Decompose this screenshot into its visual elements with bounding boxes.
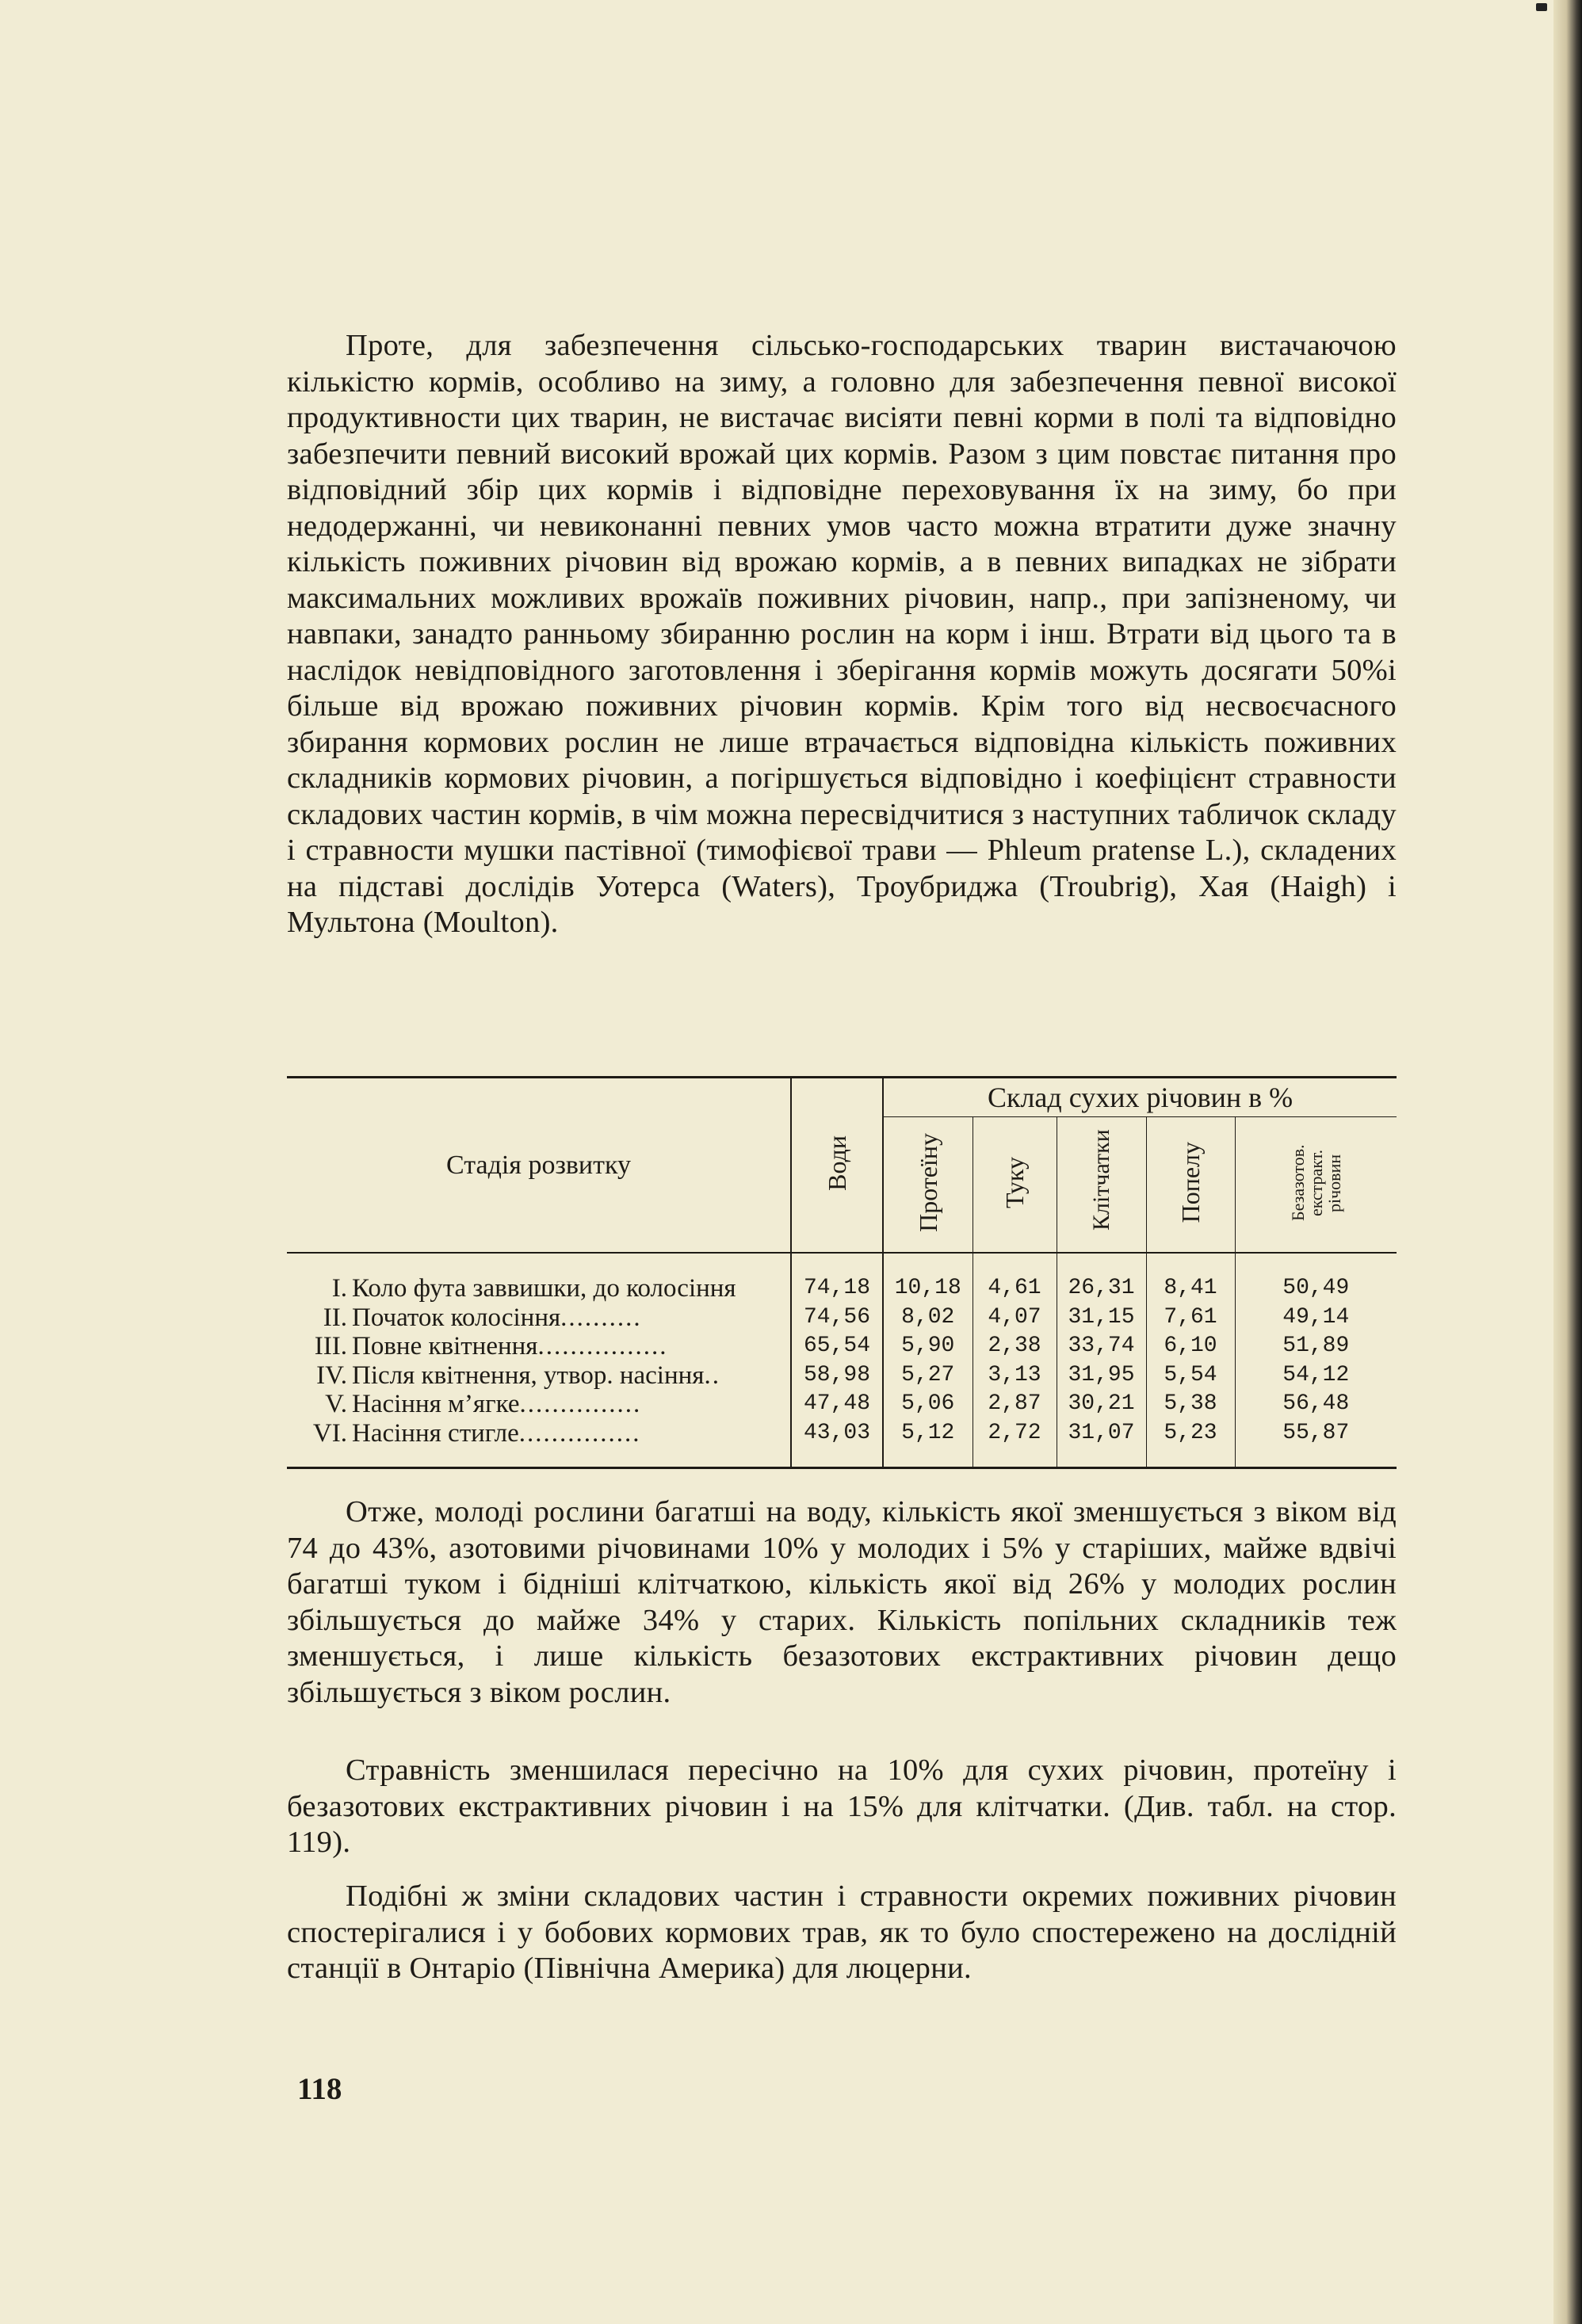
fat-value: 2,72 <box>973 1419 1057 1448</box>
protein-value: 5,12 <box>883 1419 973 1448</box>
nfe-value: 56,48 <box>1235 1390 1397 1419</box>
stage-cell <box>287 1419 791 1448</box>
stage-cell <box>287 1390 791 1419</box>
ash-value: 5,54 <box>1146 1361 1235 1391</box>
stage-label: Коло фута заввишки, до колосіння <box>352 1274 736 1303</box>
scan-corner-mark <box>1536 3 1547 11</box>
stage-label: Насіння м’ягке <box>352 1390 520 1419</box>
table-row <box>287 1332 1397 1361</box>
nitrogen-free-extract-column-header: Безазотов. екстракт. річовин <box>1235 1117 1397 1254</box>
table-body <box>287 1253 1397 1468</box>
stage-numeral: IV. <box>316 1360 347 1390</box>
stage-cell <box>287 1274 791 1303</box>
composition-table <box>287 1076 1397 1469</box>
fat-value: 4,07 <box>973 1303 1057 1333</box>
paragraph-intro: Проте, для забезпечення сільсько-господарських тварин вистачаючою кількістю кормів, особливо на зиму, а головно для забезпечення певної високої продуктивности цих тварин, не вистачає висіяти певні корми в полі та відповідно забезпечити певний високий врожай цих кормів. Разом з цим повстає питання про відповідний збір цих кормів і відповідне переховування їх на зиму, бо при недодержанні, чи невиконанні певних умов часто можна втратити дуже значну кількість поживних річовин від врожаю кормів, а в певних випадках не зібрати максимальних можливих врожаїв поживних річовин, напр., при запізненому, чи навпаки, занадто ранньому збиранню рослин на корм і інш. Втрати від цього та в наслідок невідповідного заготовлення і зберігання кормів можуть досягати 50%і більше від врожаю поживних річовин кормів. Крім того від несвоєчасного збирання кормових рослин не лише втрачається відповідна кількість поживних складників кормових річовин, а погіршується відповідно і коефіцієнт стравности складових частин кормів, в чім можна пересвідчитися з наступних табличок складу і стравности мушки пастівної (тимофієвої трави — Phleum pratense L.), складених на підставі дослідів Уотерса (Waters), Троубриджа (Troubrig), Хая (Haigh) і Мультона (Moulton). <box>287 329 1397 939</box>
paragraph-4: Подібні ж зміни складових частин і стравности окремих поживних річовин спостерігалися і у бобових кормових трав, як то було спостережено на дослідній станції в Онтаріо (Північна Америка) для люцерни. <box>287 1879 1397 1985</box>
ash-column-header: Попелу <box>1146 1117 1235 1254</box>
stage-numeral: II. <box>323 1303 347 1332</box>
fat-column-header: Туку <box>973 1117 1057 1254</box>
protein-value: 8,02 <box>883 1303 973 1333</box>
paragraph-2: Отже, молоді рослини багатші на воду, кількість якої зменшується з віком від 74 до 43%, азотовими річовинами 10% у молодих і 5% у старіших, майже вдвічі багатші туком і бідніші клітчаткою, кількість якої від 26% у молодих рослин збільшується до майже 34% у старих. Кількість попільних складників теж зменшується, і лише кількість безазотових екстрактивних річовин дещо збільшується з віком рослин. <box>287 1495 1397 1709</box>
stage-numeral: I. <box>331 1274 347 1303</box>
dot-leader: ............... <box>518 1418 641 1448</box>
stage-label: Повне квітнення <box>352 1332 538 1361</box>
water-value: 47,48 <box>791 1390 883 1419</box>
nfe-value: 54,12 <box>1235 1361 1397 1391</box>
table-row <box>287 1274 1397 1303</box>
table-row <box>287 1419 1397 1448</box>
stage-label: Початок колосіння <box>352 1303 561 1332</box>
fiber-column-header: Клітчатки <box>1057 1117 1146 1254</box>
fat-value: 3,13 <box>973 1361 1057 1391</box>
dot-leader: .. <box>704 1360 720 1390</box>
page-number: 118 <box>297 2072 342 2106</box>
protein-value: 5,27 <box>883 1361 973 1391</box>
fat-value: 2,87 <box>973 1390 1057 1419</box>
ash-value: 8,41 <box>1146 1274 1235 1303</box>
stage-cell <box>287 1303 791 1333</box>
fiber-value: 33,74 <box>1057 1332 1146 1361</box>
nfe-value: 49,14 <box>1235 1303 1397 1333</box>
fiber-value: 31,15 <box>1057 1303 1146 1333</box>
dot-leader: .......... <box>560 1303 642 1332</box>
book-spine-shadow <box>1553 0 1582 2324</box>
stage-label: Після квітнення, утвор. насіння <box>352 1360 705 1390</box>
stage-numeral: III. <box>314 1332 347 1361</box>
ash-value: 5,23 <box>1146 1419 1235 1448</box>
stage-cell <box>287 1361 791 1391</box>
protein-value: 5,90 <box>883 1332 973 1361</box>
fiber-value: 26,31 <box>1057 1274 1146 1303</box>
paragraph-3: Стравність зменшилася пересічно на 10% для сухих річовин, протеїну і безазотових екстрактивних річовин і на 15% для клітчатки. (Див. табл. на стор. 119). <box>287 1753 1397 1859</box>
ash-value: 7,61 <box>1146 1303 1235 1333</box>
stage-numeral: V. <box>325 1390 347 1419</box>
stage-column-header: Стадія розвитку <box>287 1078 791 1254</box>
water-value: 43,03 <box>791 1419 883 1448</box>
stage-label: Насіння стигле <box>352 1418 519 1448</box>
nfe-value: 55,87 <box>1235 1419 1397 1448</box>
protein-value: 10,18 <box>883 1274 973 1303</box>
dry-matter-group-header: Склад сухих річовин в % <box>883 1078 1397 1117</box>
water-column-header: Води <box>791 1078 883 1254</box>
fat-value: 2,38 <box>973 1332 1057 1361</box>
water-value: 58,98 <box>791 1361 883 1391</box>
nfe-value: 50,49 <box>1235 1274 1397 1303</box>
table-row <box>287 1303 1397 1333</box>
dot-leader: ................ <box>537 1332 668 1361</box>
water-value: 74,56 <box>791 1303 883 1333</box>
stage-numeral: VI. <box>312 1418 347 1448</box>
nfe-value: 51,89 <box>1235 1332 1397 1361</box>
table-row <box>287 1361 1397 1391</box>
ash-value: 5,38 <box>1146 1390 1235 1419</box>
protein-value: 5,06 <box>883 1390 973 1419</box>
protein-column-header: Протеїну <box>883 1117 973 1254</box>
water-value: 74,18 <box>791 1274 883 1303</box>
fiber-value: 30,21 <box>1057 1390 1146 1419</box>
fiber-value: 31,95 <box>1057 1361 1146 1391</box>
table-row <box>287 1390 1397 1419</box>
dot-leader: ............... <box>519 1390 642 1419</box>
stage-cell <box>287 1332 791 1361</box>
fiber-value: 31,07 <box>1057 1419 1146 1448</box>
water-value: 65,54 <box>791 1332 883 1361</box>
fat-value: 4,61 <box>973 1274 1057 1303</box>
ash-value: 6,10 <box>1146 1332 1235 1361</box>
